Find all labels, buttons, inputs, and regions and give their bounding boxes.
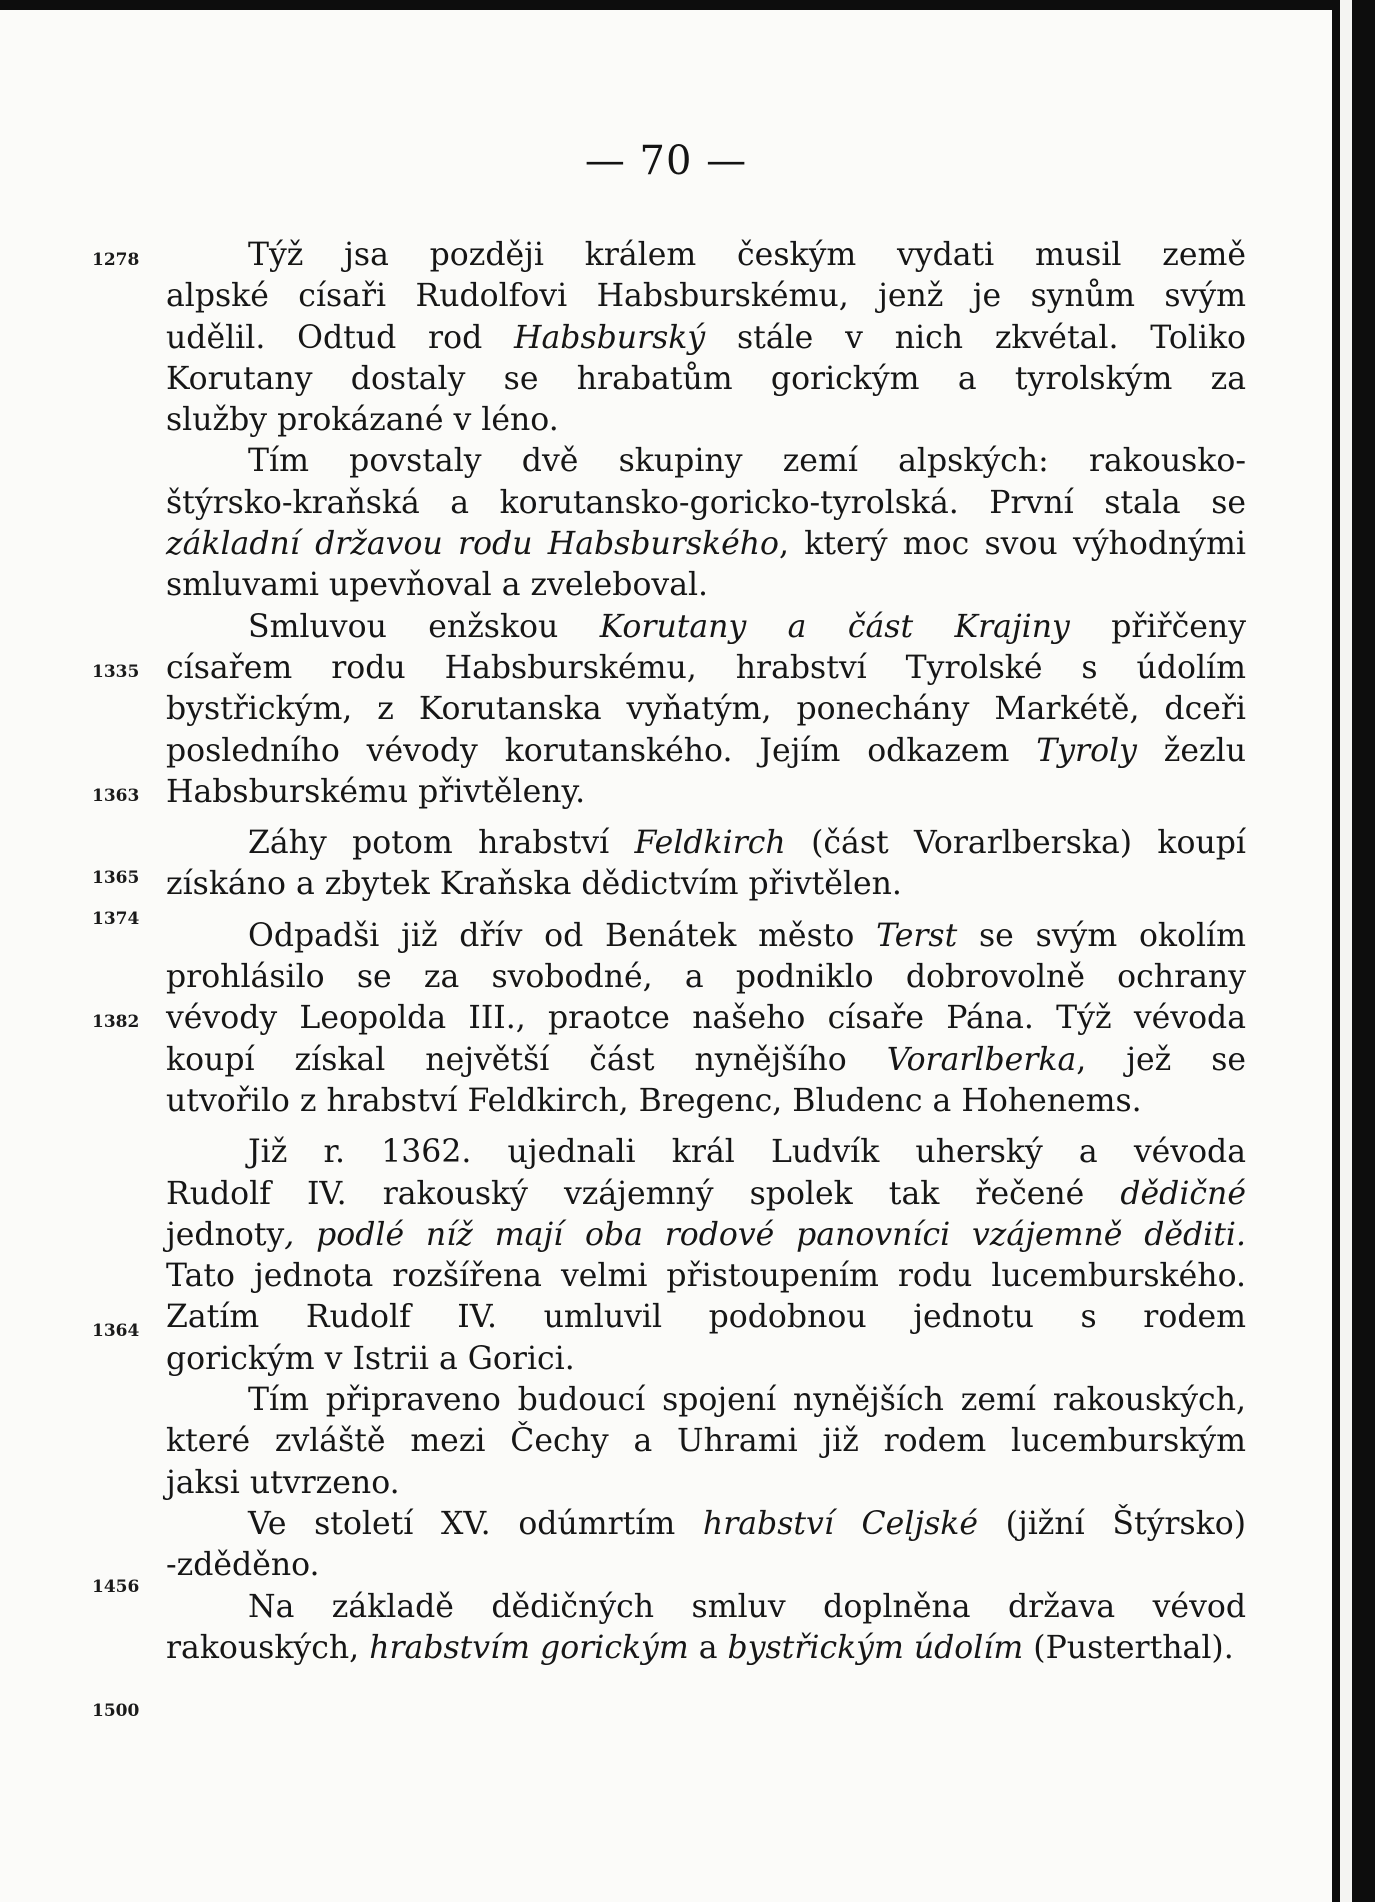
text-line: získáno a zbytek Kraňska dědictvím přivtělen. [166,866,902,903]
text-line: vévody Leopolda III., praotce našeho císaře Pána. Týž vévoda [166,1000,1246,1037]
text-line: jaksi utvrzeno. [166,1464,400,1501]
margin-year: 1365 [92,868,140,888]
body-text [166,235,1246,1669]
text-line: smluvami upevňoval a zveleboval. [166,567,709,604]
text-line: -zděděno. [166,1547,320,1584]
margin-year: 1364 [92,1321,140,1341]
text-line: alpské císaři Rudolfovi Habsburskému, jenž je synům svým [166,278,1246,315]
text-line: prohlásilo se za svobodné, a podniklo dobrovolně ochrany [166,959,1246,996]
text-line: Ve století XV. odúmrtím hrabství Celjské (jižní Štýrsko) [248,1505,1246,1542]
text-line: posledního vévody korutanského. Jejím odkazem Tyroly žezlu [166,732,1246,769]
paragraph [166,823,1246,906]
text-line: Týž jsa později králem českým vydati musil země [248,237,1246,273]
paragraph [166,916,1246,1122]
margin-year: 1363 [92,786,140,806]
text-line: Záhy potom hrabství Feldkirch (část Vorarlberska) koupí [248,825,1246,862]
margin-year: 1456 [92,1577,140,1597]
margin-year: 1374 [92,909,140,929]
text-line: Tato jednota rozšířena velmi přistoupením rodu lucemburského. [166,1258,1246,1295]
text-line: Smluvou enžskou Korutany a část Krajiny přiřčeny [248,608,1246,645]
scan-top-border [0,0,1332,10]
text-line: gorickým v Istrii a Gorici. [166,1340,575,1377]
paragraph [166,607,1246,813]
text-line: služby prokázané v léno. [166,402,559,439]
paragraph [166,1380,1246,1504]
text-line: císařem rodu Habsburskému, hrabství Tyrolské s údolím [166,649,1246,686]
text-line: které zvláště mezi Čechy a Uhrami již rodem lucemburským [166,1423,1246,1460]
margin-year: 1335 [92,662,140,682]
book-page [0,10,1332,1902]
margin-year: 1382 [92,1012,140,1032]
text-line: Odpadši již dřív od Benátek město Terst se svým okolím [248,917,1246,954]
margin-year: 1500 [92,1701,140,1721]
text-line: Tím povstaly dvě skupiny zemí alpských: rakousko- [248,443,1246,480]
text-line: udělil. Odtud rod Habsburský stále v nich zkvétal. Toliko [166,319,1247,356]
text-line: bystřickým, z Korutanska vyňatým, ponechány Markétě, dceři [166,691,1246,728]
text-line: Korutany dostaly se hrabatům gorickým a tyrolským za [166,360,1246,397]
text-line: Tím připraveno budoucí spojení nynějších zemí rakouských, [248,1382,1246,1419]
text-line: rakouských, hrabstvím gorickým a bystřickým údolím (Pusterthal). [166,1629,1234,1666]
scan-right-border [1332,0,1375,1902]
margin-year: 1278 [92,250,140,270]
text-line: koupí získal největší část nynějšího Vorarlberka, jež se [166,1041,1246,1078]
page-number: — 70 — [584,138,748,184]
text-line: Zatím Rudolf IV. umluvil podobnou jednotu s rodem [166,1299,1246,1336]
paragraph [166,1504,1246,1587]
text-line: Na základě dědičných smluv doplněna država vévod [248,1588,1246,1625]
text-line: štýrsko-kraňská a korutansko-goricko-tyrolská. První stala se [166,484,1246,521]
text-line: základní državou rodu Habsburského, který moc svou výhodnými [166,526,1246,563]
paragraph [166,1132,1246,1380]
text-line: utvořilo z hrabství Feldkirch, Bregenc, Bludenc a Hohenems. [166,1082,1142,1119]
text-line: Již r. 1362. ujednali král Ludvík uherský a vévoda [248,1134,1246,1171]
text-line: Habsburskému přivtěleny. [166,773,586,810]
paragraph [166,441,1246,606]
text-line: jednoty, podlé níž mají oba rodové panovníci vzájemně děditi. [166,1216,1246,1253]
paragraph [166,1587,1246,1670]
text-line: Rudolf IV. rakouský vzájemný spolek tak řečené dědičné [166,1175,1246,1212]
paragraph [166,235,1246,441]
